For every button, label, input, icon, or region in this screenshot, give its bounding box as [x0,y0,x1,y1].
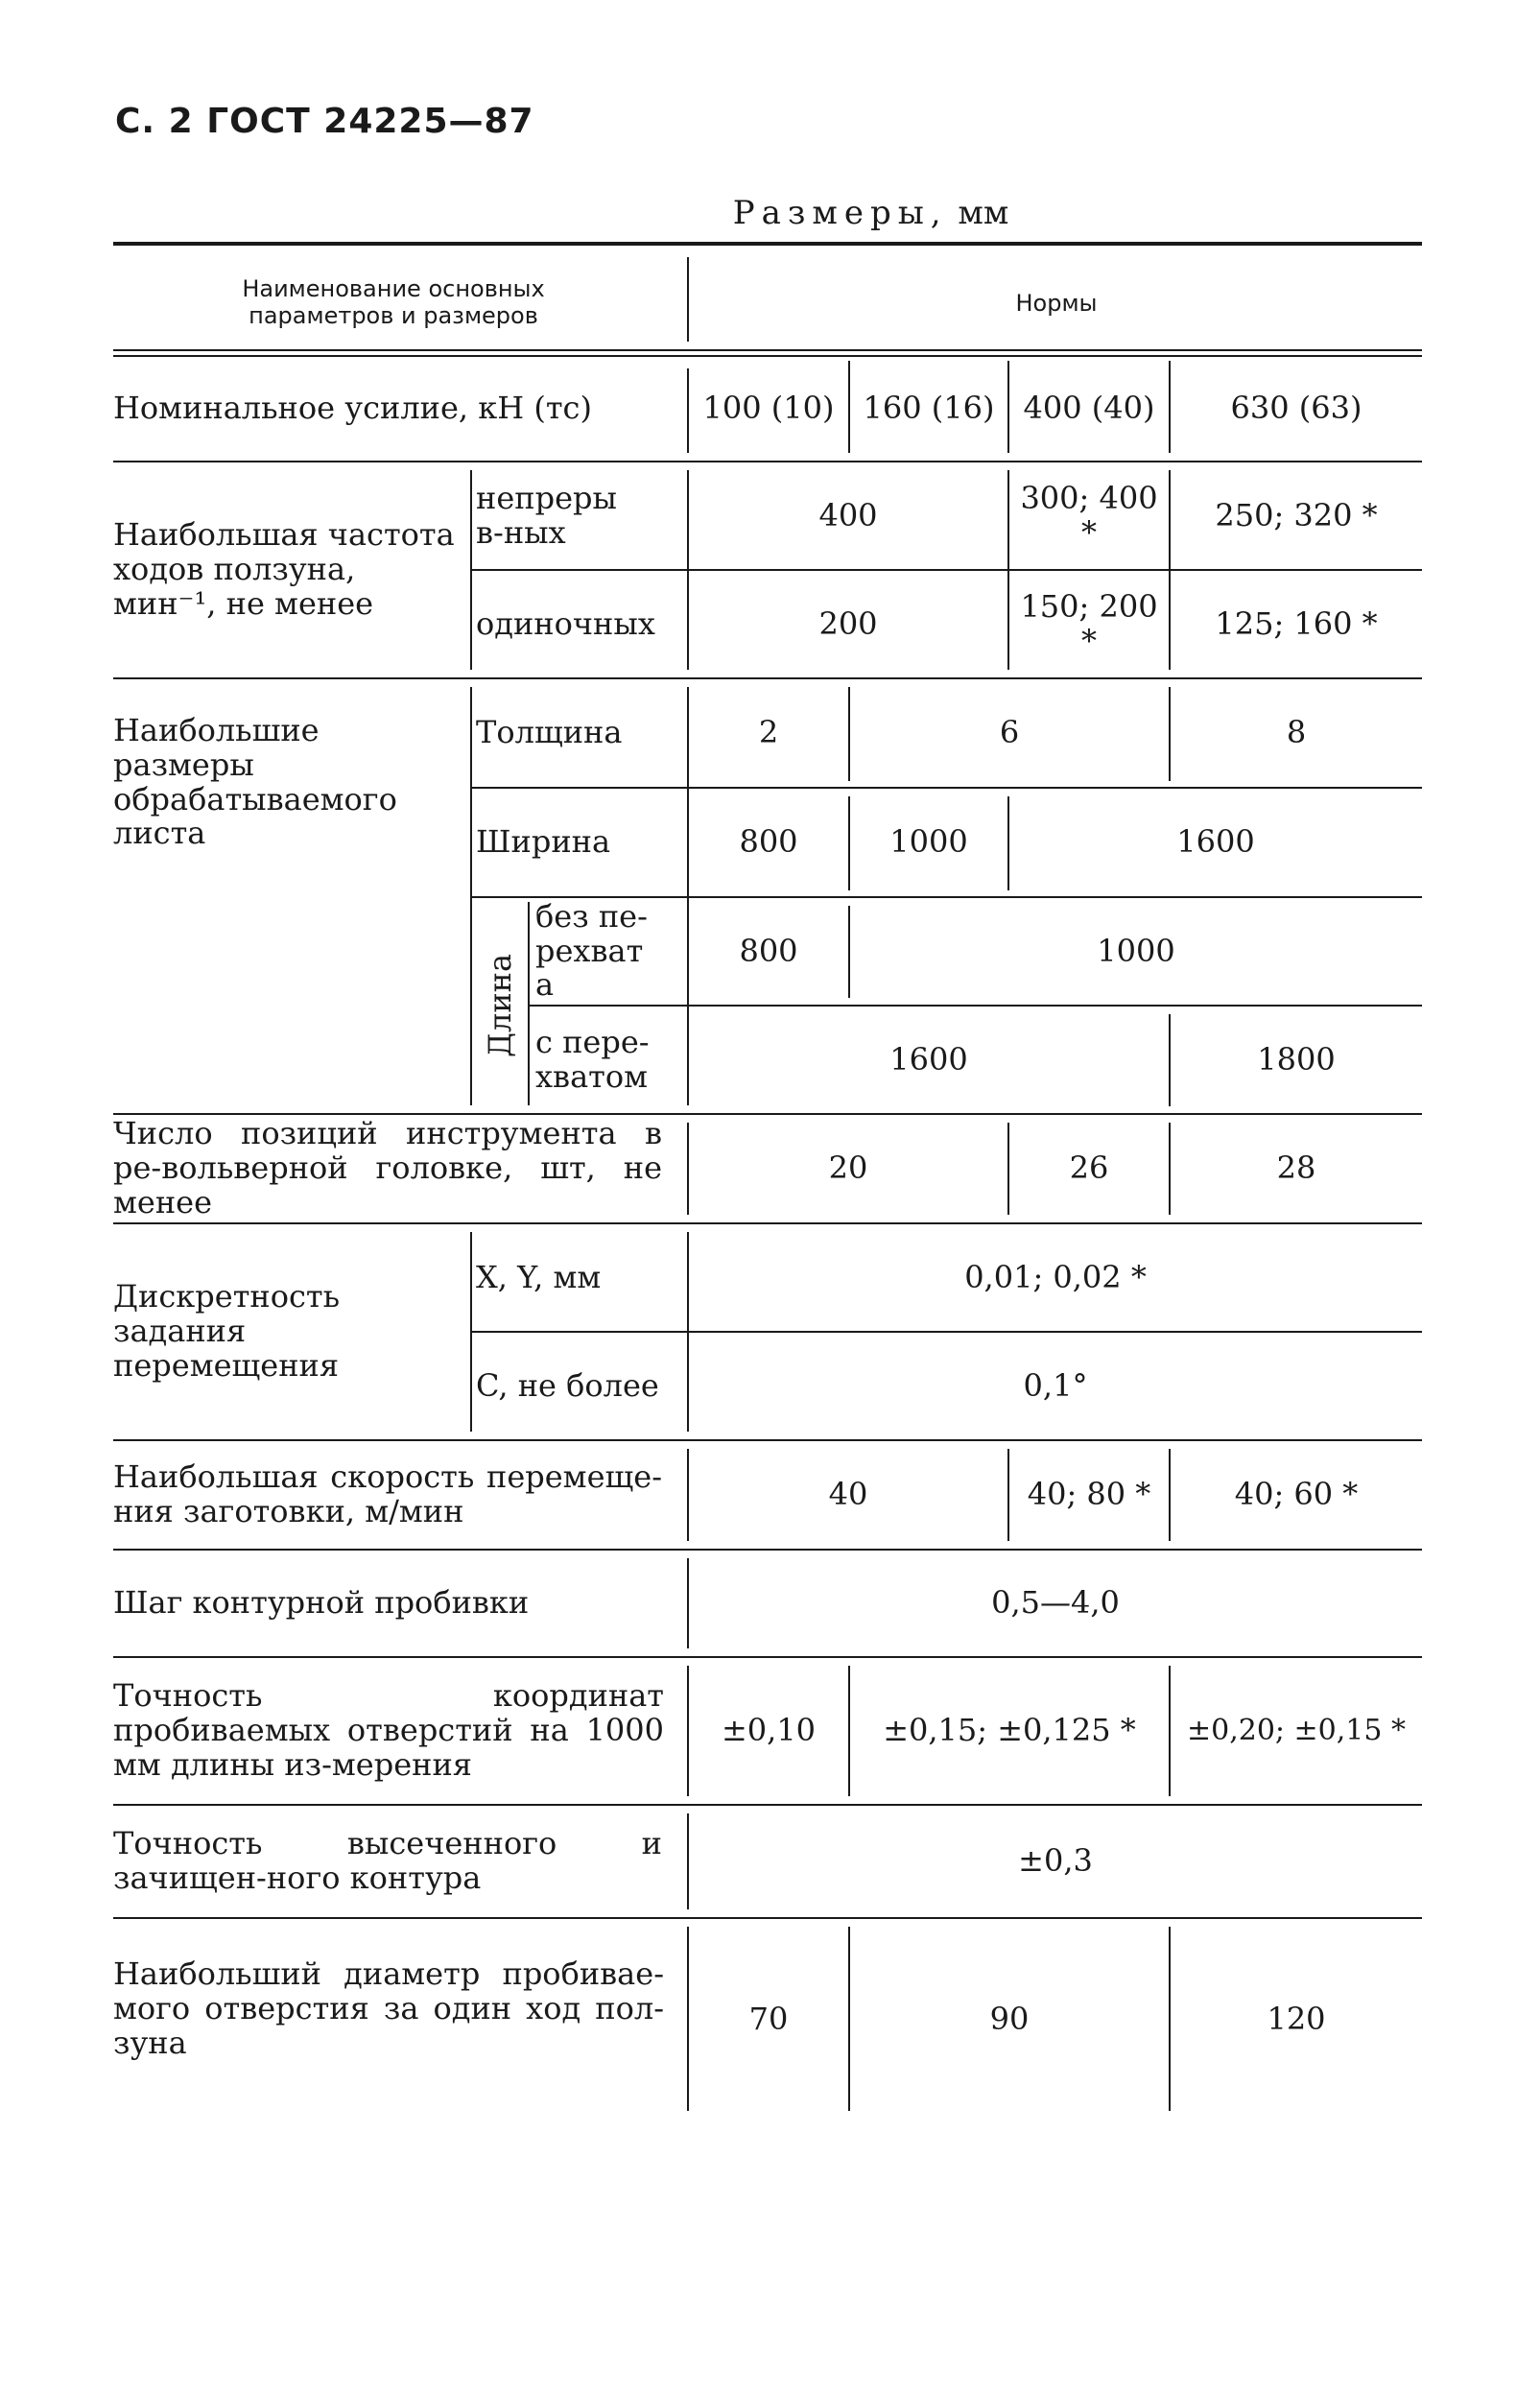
tool-positions-label: Число позиций инструмента в ре-вольверной головке, шт, не менее [113,1115,662,1220]
width-value: 1600 [1176,823,1255,861]
continuous-value: 300; 400 * [1020,479,1158,551]
tool-positions-value: 20 [828,1149,868,1187]
xy-value: 0,01; 0,02 * [964,1258,1147,1295]
max-diameter-value: 120 [1267,2001,1326,2038]
contour-accuracy-label: Точность высеченного и зачищен-ного контура [113,1825,662,1896]
thickness-value: 2 [758,714,779,751]
xy-label: X, Y, мм [476,1258,602,1295]
width-value: 800 [739,823,798,861]
thickness-value: 8 [1286,714,1307,751]
no-regrip-value: 800 [739,932,798,969]
max-diameter-label: Наибольший диаметр пробивае-мого отверстия за один ход пол-зуна [113,1955,664,2061]
with-regrip-value: 1800 [1257,1040,1336,1078]
nominal-force-value: 100 (10) [702,390,835,427]
c-value: 0,1° [1023,1366,1088,1404]
hole-accuracy-value: ±0,15; ±0,125 * [883,1712,1136,1749]
nominal-force-value: 400 (40) [1023,390,1155,427]
nominal-force-value: 160 (16) [863,390,995,427]
thickness-label: Толщина [476,714,623,751]
header-norms: Нормы [1015,289,1098,317]
c-label: C, не более [476,1366,659,1404]
nominal-force-value: 630 (63) [1230,390,1362,427]
continuous-value: 250; 320 * [1215,496,1378,533]
width-value: 1000 [889,823,968,861]
single-value: 125; 160 * [1215,604,1378,642]
continuous-label: непрерыв-ных [476,479,617,551]
hole-accuracy-label: Точность координат пробиваемых отверстий на 1000 мм длины из-мерения [113,1677,664,1783]
single-value: 150; 200 * [1020,587,1158,659]
with-regrip-label: с пере-хватом [535,1023,650,1095]
no-regrip-value: 1000 [1097,932,1175,969]
caption-label: Размеры, [732,194,948,232]
max-speed-label: Наибольшая скорость перемеще-ния заготовки, м/мин [113,1458,662,1529]
single-value: 200 [818,604,878,642]
max-diameter-value: 70 [748,2001,789,2038]
contour-step-value: 0,5—4,0 [991,1584,1120,1622]
max-speed-value: 40 [828,1476,868,1513]
max-speed-value: 40; 60 * [1234,1476,1359,1513]
continuous-value: 400 [818,496,878,533]
single-label: одиночных [476,604,655,642]
discreteness-label: Дискретность задания перемещения [113,1278,341,1384]
nominal-force-label: Номинальное усилие, кН (тс) [113,390,592,427]
contour-accuracy-value: ±0,3 [1018,1842,1093,1880]
sheet-size-label: Наибольшие размеры обрабатываемого листа [113,712,397,852]
tool-positions-value: 26 [1069,1149,1109,1187]
width-label: Ширина [476,823,611,861]
thickness-value: 6 [999,714,1020,751]
hole-accuracy-value: ±0,20; ±0,15 * [1186,1714,1407,1748]
page-header: С. 2 ГОСТ 24225—87 [115,102,534,141]
stroke-frequency-label: Наибольшая частота ходов ползуна, мин⁻¹, не менее [113,516,455,622]
length-label: Длина [482,953,518,1058]
no-regrip-label: без пе-рехвата [535,897,648,1004]
caption-unit: мм [958,194,1009,232]
tool-positions-value: 28 [1276,1149,1316,1187]
table-caption [0,194,1540,232]
max-diameter-value: 90 [989,2001,1030,2038]
max-speed-value: 40; 80 * [1027,1476,1151,1513]
header-params: Наименование основных параметров и размеров [242,275,545,329]
contour-step-label: Шаг контурной пробивки [113,1584,530,1622]
hole-accuracy-value: ±0,10 [721,1712,817,1749]
with-regrip-value: 1600 [889,1040,968,1078]
